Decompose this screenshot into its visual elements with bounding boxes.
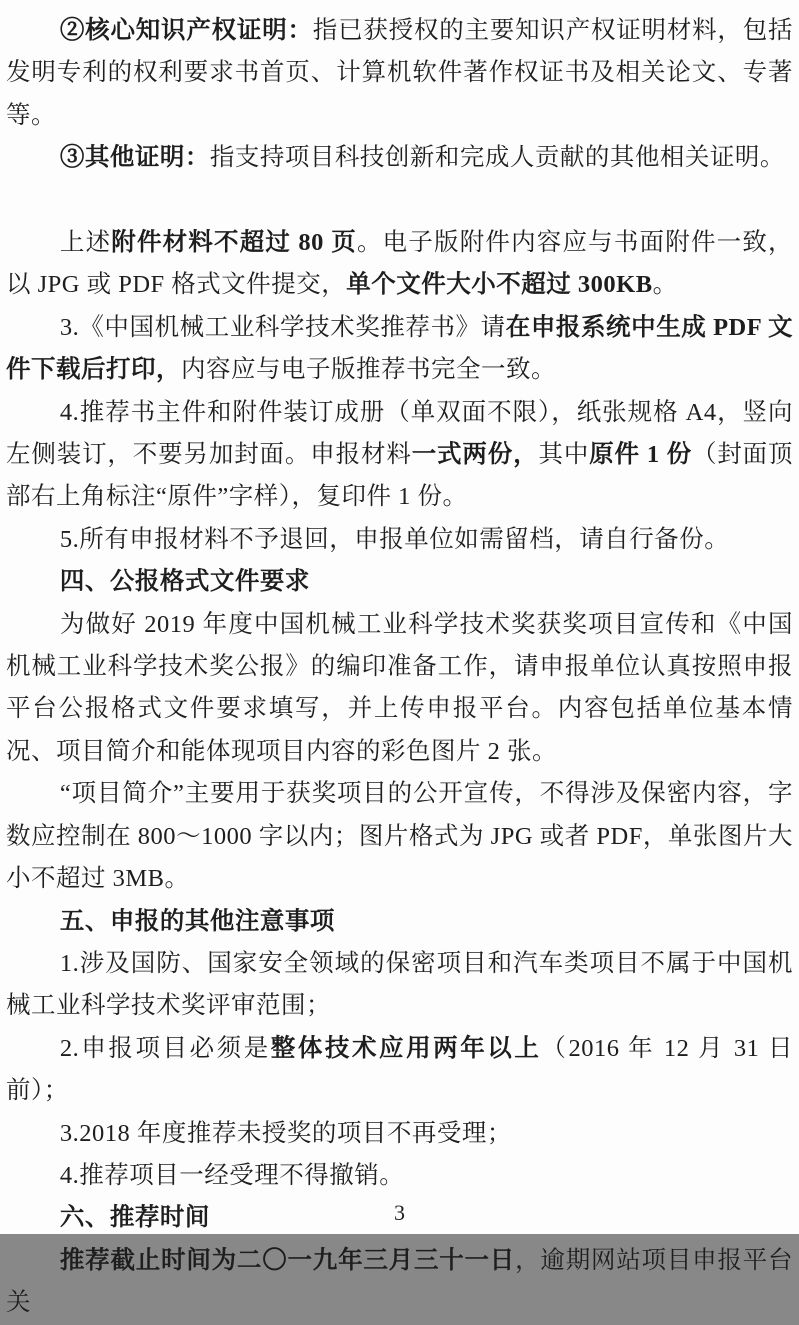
paragraph <box>6 1028 793 1113</box>
text-run: （封面顶部右上角标注“原件”字样），复印件 1 份。 <box>6 441 794 511</box>
paragraph <box>6 1113 793 1155</box>
text-run: 推荐截止时间为二〇一九年三月三十一日 <box>59 1246 516 1274</box>
paragraph <box>6 604 793 774</box>
text-run: 4.推荐书主件和附件装订成册（单双面不限），纸张规格 A4，竖向左侧装订，不要另加封面。申报材料 <box>6 398 793 469</box>
text-run: 五、申报的其他注意事项 <box>59 907 335 935</box>
text-run: 4.推荐项目一经受理不得撤销。 <box>59 1161 405 1189</box>
text-run: 原件 1 份 <box>589 441 692 469</box>
paragraph <box>6 773 793 900</box>
paragraph <box>6 943 793 1028</box>
paragraph <box>6 1240 793 1325</box>
paragraph <box>6 519 793 561</box>
text-run: 一式两份， <box>411 441 539 469</box>
text-run: 。 <box>652 271 678 299</box>
paragraph <box>6 222 793 307</box>
paragraph <box>6 307 793 392</box>
paragraph <box>6 392 793 519</box>
section-heading <box>6 901 793 943</box>
text-run: 指已获授权的主要知识产权证明材料，包括发明专利的权利要求书首页、计算机软件著作权证书及相关论文、专著等。 <box>6 17 794 129</box>
text-run: 内容应与电子版推荐书完全一致。 <box>181 356 556 384</box>
text-run: （2016 年 12 月 31 日前）； <box>6 1034 794 1105</box>
text-run: 为做好 2019 年度中国机械工业科学技术奖获奖项目宣传和《中国机械工业科学技术奖公报》的编印准备工作，请申报单位认真按照申报平台公报格式文件要求填写，并上传申报平台。内容包括单位基本情况、项目简介和能体现项目内容的彩色图片 2 张。 <box>6 610 793 765</box>
paragraph <box>6 137 793 179</box>
text-run: 六、推荐时间 <box>59 1204 210 1232</box>
text-run: 3.《中国机械工业科学技术奖推荐书》请 <box>59 313 506 341</box>
text-run: 四、公报格式文件要求 <box>59 568 310 596</box>
paragraph <box>6 10 793 137</box>
text-run: 上述 <box>59 229 112 257</box>
text-run: 。电子版附件内容应与书面附件一致，以 JPG 或 PDF 格式文件提交， <box>6 229 794 299</box>
text-run: 5.所有申报材料不予退回，申报单位如需留档，请自行备份。 <box>59 525 730 553</box>
text-run: 整体技术应用两年以上 <box>270 1034 542 1062</box>
text-run: ②核心知识产权证明： <box>59 17 313 44</box>
paragraph <box>6 1155 793 1197</box>
section-heading <box>6 561 793 603</box>
text-run: ，逾期网站项目申报平台关 <box>6 1246 794 1317</box>
page-number: 3 <box>394 1200 405 1225</box>
text-run: 在申报系统中生成 PDF 文件下载后打印， <box>6 313 794 384</box>
text-run: “项目简介”主要用于获奖项目的公开宣传，不得涉及保密内容，字数应控制在 800～1000 字以内；图片格式为 JPG 或者 PDF，单张图片大小不超过 3MB。 <box>6 780 793 893</box>
paragraph-spacer <box>6 180 793 222</box>
text-run: 附件材料不超过 80 页 <box>111 229 357 257</box>
text-run: 指支持项目科技创新和完成人贡献的其他相关证明。 <box>209 144 785 172</box>
text-run: 3.2018 年度推荐未授奖的项目不再受理； <box>59 1119 512 1147</box>
text-run: 单个文件大小不超过 300KB <box>346 271 653 299</box>
document-content <box>6 10 793 1325</box>
text-run: 2.申报项目必须是 <box>59 1034 271 1062</box>
text-run: 1.涉及国防、国家安全领域的保密项目和汽车类项目不属于中国机械工业科学技术奖评审范围； <box>6 949 793 1020</box>
text-run: 其中 <box>538 441 590 469</box>
text-run: ③其他证明： <box>59 144 210 172</box>
